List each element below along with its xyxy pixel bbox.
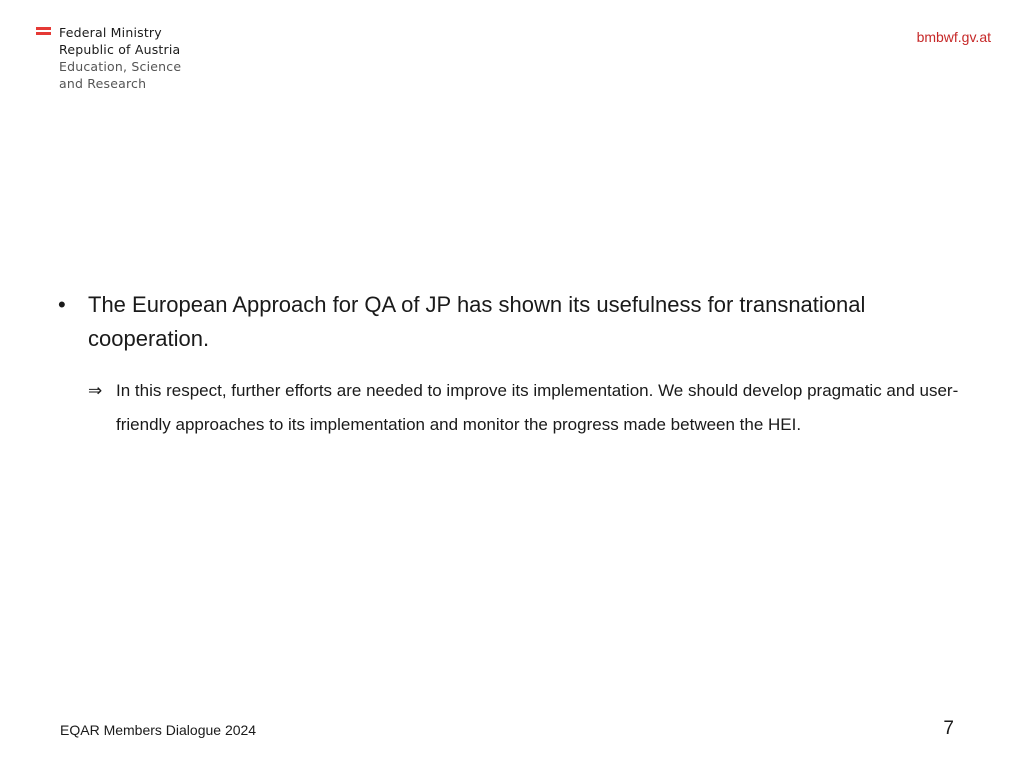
logo-line-3: Education, Science [59, 59, 182, 74]
sub-point-text: In this respect, further efforts are needed to improve its implementation. We should develop pragmatic and user-friendly approaches to its implementation and monitor the progress made between the HEI. [116, 381, 959, 434]
bullet-text: The European Approach for QA of JP has shown its usefulness for transnational cooperation. [88, 292, 866, 351]
website-link[interactable]: bmbwf.gv.at [916, 29, 991, 45]
implies-arrow-icon: ⇒ [88, 381, 103, 401]
logo-line-4: and Research [59, 76, 147, 91]
footer-event-title: EQAR Members Dialogue 2024 [60, 722, 257, 738]
bullet-icon: • [58, 292, 66, 317]
ministry-logo [36, 24, 181, 92]
page-number: 7 [943, 718, 954, 739]
slide-content [58, 288, 968, 442]
ministry-name [59, 24, 181, 92]
austrian-flag-icon [36, 27, 51, 35]
sub-point [88, 374, 968, 442]
bullet-item [58, 288, 968, 356]
logo-line-1: Federal Ministry [59, 25, 162, 40]
logo-line-2: Republic of Austria [59, 42, 181, 57]
